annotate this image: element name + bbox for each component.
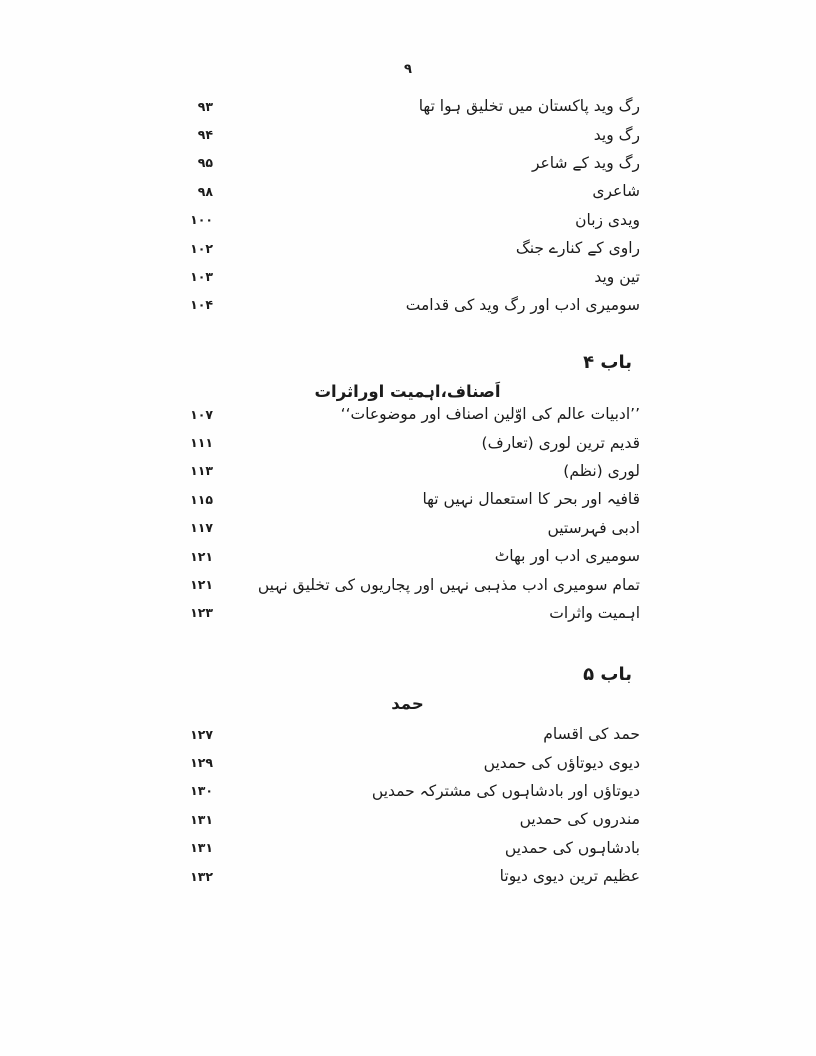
toc-entry [165,748,650,776]
toc-entry [165,234,650,262]
toc-entry-title: دیوتاؤں اور بادشاہوں کی مشترکہ حمدیں [371,781,640,800]
toc-entry-title: قدیم ترین لوری (تعارف) [481,433,640,452]
toc-section-3 [165,720,650,890]
toc-entry-page-number: ۱۲۱ [190,548,213,564]
toc-entry [165,262,650,290]
toc-entry-page-number: ۱۳۰ [190,783,213,799]
chapter-4-label: باب ۴ [583,352,632,373]
toc-entry [165,862,650,890]
toc-entry-page-number: ۱۲۱ [190,577,213,593]
toc-entry-page-number: ۹۵ [197,155,213,171]
toc-entry-page-number: ۱۳۱ [190,811,213,827]
chapter-5-label: باب ۵ [583,664,632,685]
toc-entry-title: ’’ادبیات عالم کی اوّلین اصناف اور موضوعات‘‘ [340,405,640,424]
toc-entry [165,485,650,513]
toc-entry-title: اہمیت واثرات [549,603,640,622]
toc-entry-title: حمد کی اقسام [543,725,640,744]
toc-entry-title: دیوی دیوتاؤں کی حمدیں [483,753,640,772]
toc-entry-page-number: ۱۲۹ [190,755,213,771]
toc-entry [165,720,650,748]
toc-entry-title: رگ وید پاکستان میں تخلیق ہوا تھا [418,97,640,116]
toc-entry-title: رگ وید [593,125,640,144]
toc-entry-page-number: ۱۲۳ [190,605,213,621]
toc-entry [165,177,650,205]
toc-entry [165,457,650,485]
toc-entry [165,206,650,234]
toc-entry [165,291,650,319]
toc-entry-page-number: ۱۳۱ [190,840,213,856]
toc-entry-page-number: ۱۲۷ [190,726,213,742]
toc-entry [165,542,650,570]
toc-entry-title: شاعری [592,182,640,201]
chapter-5-title: حمد [391,694,424,713]
toc-entry-title: قافیہ اور بحر کا استعمال نہیں تھا [422,490,640,509]
toc-entry [165,428,650,456]
toc-entry-page-number: ۹۳ [197,98,213,114]
chapter-5-heading [165,664,650,685]
toc-entry [165,834,650,862]
toc-entry-title: رگ وید کے شاعر [531,153,640,172]
toc-entry-page-number: ۱۰۰ [190,212,213,228]
toc-entry-page-number: ۱۰۴ [190,297,213,313]
toc-section-1 [165,92,650,319]
toc-entry-page-number: ۹۸ [197,183,213,199]
toc-entry [165,92,650,120]
toc-entry-title: تمام سومیری ادب مذہبی نہیں اور پجاریوں کی تخلیق نہیں [257,575,640,594]
toc-entry-title: عظیم ترین دیوی دیوتا [499,867,640,886]
toc-entry-title: ویدی زبان [575,210,640,229]
toc-section-2 [165,400,650,627]
toc-entry-page-number: ۱۱۵ [190,491,213,507]
toc-entry [165,514,650,542]
toc-entry-title: مندروں کی حمدیں [519,810,640,829]
toc-entry [165,777,650,805]
toc-entry-page-number: ۱۱۷ [190,520,213,536]
toc-entry-page-number: ۱۳۲ [190,868,213,884]
toc-entry-title: سومیری ادب اور بھاٹ [494,547,640,566]
toc-entry-page-number: ۱۱۳ [190,463,213,479]
chapter-4-heading [165,352,650,373]
toc-entry-page-number: ۱۰۷ [190,406,213,422]
page-number: ۹ [404,62,412,77]
toc-entry-page-number: ۹۴ [197,127,213,143]
toc-entry-title: بادشاہوں کی حمدیں [504,838,640,857]
toc-entry [165,149,650,177]
toc-entry-title: لوری (نظم) [563,461,640,480]
chapter-4-title: اَصناف،اہمیت اوراثرات [314,382,501,401]
toc-entry [165,599,650,627]
toc-entry-title: تین وید [594,267,640,286]
toc-entry-title: راوی کے کنارے جنگ [515,239,640,258]
toc-entry [165,570,650,598]
toc-entry-page-number: ۱۱۱ [190,435,213,451]
toc-entry [165,400,650,428]
toc-entry-page-number: ۱۰۳ [190,269,213,285]
toc-entry [165,120,650,148]
toc-entry-title: سومیری ادب اور رگ وید کی قدامت [405,295,640,314]
toc-entry-page-number: ۱۰۲ [190,240,213,256]
toc-entry-title: ادبی فہرستیں [547,518,640,537]
toc-entry [165,805,650,833]
